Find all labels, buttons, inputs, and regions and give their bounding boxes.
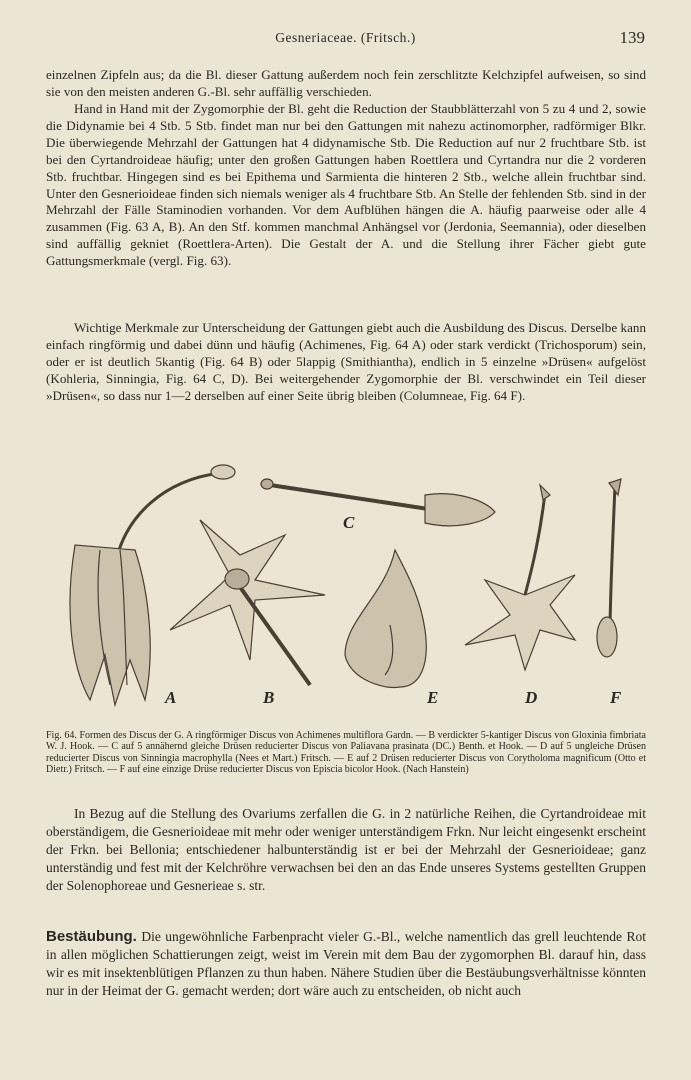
- drawing-a: [70, 465, 235, 705]
- figure-label-b: B: [263, 688, 275, 707]
- figure-caption: Fig. 64. Formen des Discus der G. A ringförmiger Discus von Achimenes multiflora Gardn. — B verdickter 5-kantiger Discus von Gloxinia fimbriata W. J. Hook. — C auf 5 annähernd gleiche Drüsen reducierter Discus von Paliavana prasinata (DC.) Benth. et Hook. — D auf 5 ungleiche Drüsen reducierter Discus von Sinningia macrophylla (Nees et Mart.) Fritsch. — E auf 2 Drüsen reducierter Discus von Corytholoma magnificum (Otto et Dietr.) Fritsch. — F auf eine einzige Drüse reducierter Discus von Episcia bicolor Hook. (Nach Hanstein): [46, 730, 646, 776]
- drawing-f: [597, 479, 621, 657]
- running-header: [46, 30, 645, 54]
- page-number: 139: [619, 28, 645, 47]
- paragraph-bestaeubung: [46, 928, 646, 1000]
- figure-64-illustration: [55, 455, 645, 713]
- figure-label-d: D: [525, 688, 538, 707]
- running-title: Gesneriaceae. (Fritsch.): [275, 30, 416, 45]
- section-body: Die ungewöhnliche Farbenpracht vieler G.-Bl., welche namentlich das grell leuchtende Rot in allen möglichen Schattierungen zeigt, weist im Verein mit dem Bau der zygomorphen Bl. darauf hin, dass wir es mit insektenblütigen Pflanzen zu thun haben. Nähere Studien über die Bestäubungsverhältnisse könnten nur in der Heimat der G. gemacht werden; dort wäre auch zu entscheiden, ob nicht auch: [46, 929, 646, 998]
- paragraph-continuation: einzelnen Zipfeln aus; da die Bl. dieser Gattung außerdem noch fein zerschlitzte Kelchzipfel aufweisen, so sind sie von den meisten anderen G.-Bl. sehr auffällig verschieden.: [46, 67, 646, 99]
- paragraph-ovarium: In Bezug auf die Stellung des Ovariums zerfallen die G. in 2 natürliche Reihen, die Cyrtandroideae mit oberständigem, die Gesnerioideae mit mehr oder weniger unterständigem Frkn. Nur leicht eingesenkt erscheint der Frkn. bei Bellonia; entschiedener halbunterständig ist er bei der Mehrzahl der Gesnerioideae; ganz unterständig und fest mit der Kelchröhre verwachsen bei den an das Ende unseres Systems gestellten Gruppen der Solenophoreae und Gesnerieae s. str.: [46, 806, 646, 893]
- drawing-e: [345, 550, 426, 688]
- paragraph-stamens: Hand in Hand mit der Zygomorphie der Bl. geht die Reduction der Staubblätterzahl von 5 zu 4 und 2, sowie die Didynamie bei 4 Stb. 5 Stb. findet man nur bei den Gattungen mit nahezu actinomorpher, radförmiger Blkr. Die überwiegende Mehrzahl der Gattungen hat 4 didynamische Stb. Die Reduction auf nur 2 fruchtbare Stb. ist bei den Cyrtandroideae häufig; unter den großen Gattungen haben Roettlera und Cyrtandra nur die 2 vorderen Stb. fruchtbar. Hingegen sind es bei Epithema und Sarmienta die hinteren 2 Stb., welche allein fruchtbar sind. Unter den Gesnerioideae finden sich niemals weniger als 4 fruchtbare Stb. An Stelle der fehlenden Stb. sind in der Mehrzahl der Fälle Staminodien vorhanden. Vor dem Aufblühen hängen die A. häufig paarweise oder alle 4 zusammen (Fig. 63 A, B). An den Stf. kommen manchmal Anhängsel vor (Jerdonia, Seemannia), oder dieselben sind auffällig gekniet (Roettlera-Arten). Die Gestalt der A. und die Stellung ihrer Fächer giebt gute Gattungsmerkmale (vergl. Fig. 63).: [46, 101, 646, 269]
- figure-label-a: A: [165, 688, 177, 707]
- figure-label-c: C: [343, 513, 355, 532]
- drawing-b: [170, 520, 325, 685]
- figure-label-f: F: [610, 688, 622, 707]
- drawing-c: [261, 479, 495, 526]
- section-heading: Bestäubung.: [46, 928, 137, 945]
- paragraph-discus: Wichtige Merkmale zur Unterscheidung der Gattungen giebt auch die Ausbildung des Discus. Derselbe kann einfach ringförmig und dabei dünn und häufig (Achimenes, Fig. 64 A) oder stark verdickt (Trichosporum) sein, oder er ist deutlich 5kantig (Fig. 64 B) oder 5lappig (Smithiantha), endlich in 5 einzelne »Drüsen« aufgelöst (Kohleria, Sinningia, Fig. 64 C, D). Bei weitergehender Zygomorphie der Bl. verschwindet ein Teil dieser »Drüsen«, so dass nur 1—2 derselben auf einer Seite übrig bleiben (Columneae, Fig. 64 F).: [46, 320, 646, 403]
- discus-drawings: [55, 455, 645, 713]
- figure-label-e: E: [427, 688, 439, 707]
